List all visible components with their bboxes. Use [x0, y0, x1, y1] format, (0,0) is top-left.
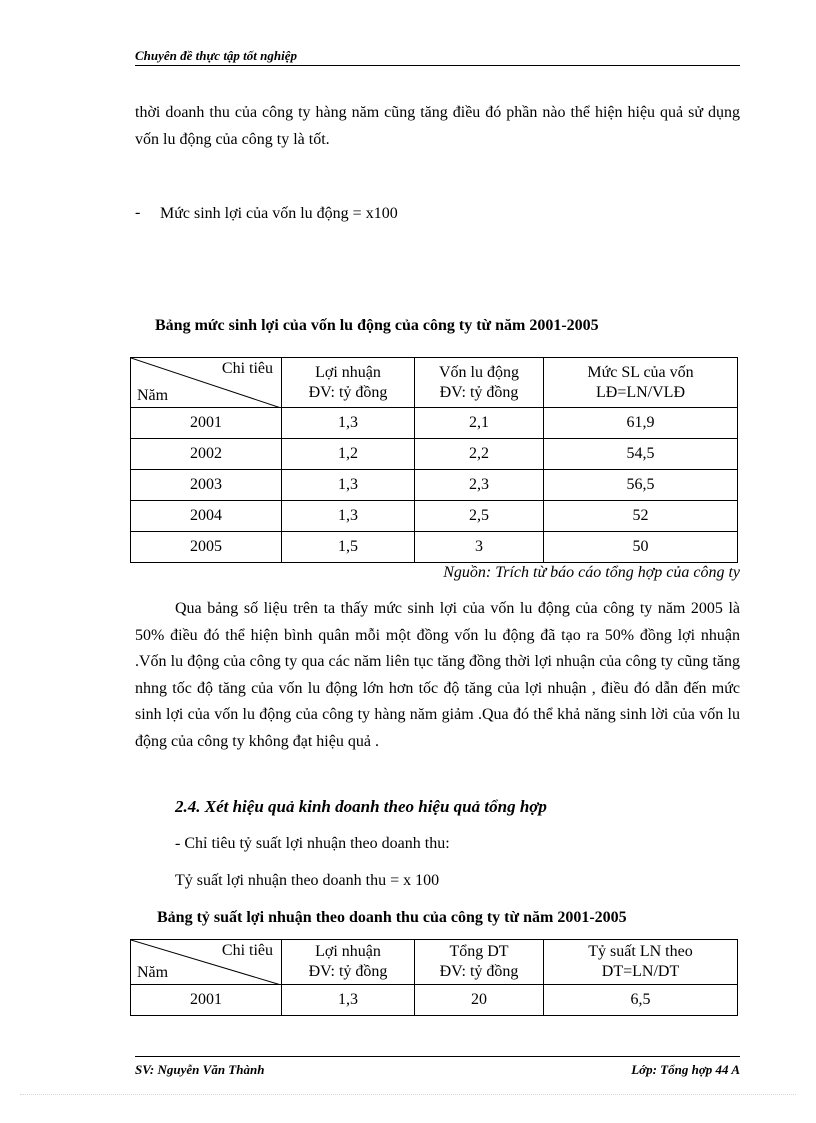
table-ty-suat-loi-nhuan [130, 939, 738, 1016]
cell-year: 2003 [131, 470, 282, 501]
table1-corner-cell [131, 358, 282, 408]
cell-von: 2,1 [415, 408, 544, 439]
cell-von: 2,5 [415, 501, 544, 532]
table1-header-loi-nhuan [282, 358, 415, 408]
table2-corner-cell [131, 940, 282, 985]
table1-header-row [131, 358, 738, 408]
header-line: Tỷ suất LN theo [588, 943, 693, 960]
table2-header-ty-suat [544, 940, 738, 985]
cell-loi-nhuan: 1,5 [282, 532, 415, 563]
footer-student-name: SV: Nguyễn Văn Thành [135, 1062, 265, 1077]
header-line: Mức SL của vốn [587, 363, 694, 381]
corner-label-chi-tieu: Chi tiêu [221, 942, 273, 959]
footer-divider [135, 1056, 740, 1057]
cell-year: 2001 [131, 985, 282, 1016]
header-line: ĐV: tỷ đồng [308, 383, 388, 401]
formula-bullet: - [135, 204, 141, 221]
table-row [131, 532, 738, 563]
table2-header-tong-dt [415, 940, 544, 985]
cell-tong-dt: 20 [415, 985, 544, 1016]
formula-ty-suat: Tỷ suất lợi nhuận theo doanh thu = x 100 [175, 872, 440, 889]
cell-year: 2005 [131, 532, 282, 563]
table-muc-sinh-loi [130, 357, 738, 563]
table-row [131, 439, 738, 470]
cell-muc-sl: 52 [544, 501, 738, 532]
table1-header-von-lu-dong [415, 358, 544, 408]
cell-year: 2001 [131, 408, 282, 439]
table1-source-note: Nguồn: Trích từ báo cáo tổng hợp của công ty [443, 564, 740, 581]
header-line: Lợi nhuận [315, 943, 381, 960]
table-row [131, 985, 738, 1016]
cell-muc-sl: 54,5 [544, 439, 738, 470]
table2-header-row [131, 940, 738, 985]
corner-label-nam: Năm [137, 387, 169, 404]
cell-von: 3 [415, 532, 544, 563]
corner-label-nam: Năm [137, 964, 169, 981]
header-line: ĐV: tỷ đồng [308, 963, 388, 980]
cell-ty-suat: 6,5 [544, 985, 738, 1016]
chi-tieu-line: - Chỉ tiêu tỷ suất lợi nhuận theo doanh thu: [175, 835, 450, 852]
table-row [131, 408, 738, 439]
header-line: LĐ=LN/VLĐ [595, 383, 685, 401]
cell-loi-nhuan: 1,3 [282, 985, 415, 1016]
page-bottom-border [20, 1094, 796, 1095]
header-line: Vốn lu động [439, 363, 519, 381]
page-header: Chuyên đề thực tập tốt nghiệp [135, 48, 740, 66]
cell-loi-nhuan: 1,2 [282, 439, 415, 470]
table-row [131, 501, 738, 532]
cell-muc-sl: 61,9 [544, 408, 738, 439]
cell-loi-nhuan: 1,3 [282, 408, 415, 439]
cell-year: 2004 [131, 501, 282, 532]
table-row [131, 470, 738, 501]
formula-sinh-loi: Mức sinh lợi của vốn lu động = x100 [160, 205, 398, 222]
header-line: ĐV: tỷ đồng [439, 383, 519, 401]
table2-caption: Bảng tỷ suất lợi nhuận theo doanh thu của công ty từ năm 2001-2005 [157, 909, 627, 926]
cell-loi-nhuan: 1,3 [282, 501, 415, 532]
table1-header-muc-sl [544, 358, 738, 408]
header-line: DT=LN/DT [601, 963, 680, 980]
table1-caption: Bảng mức sinh lợi của vốn lu động của công ty từ năm 2001-2005 [155, 317, 599, 334]
cell-von: 2,3 [415, 470, 544, 501]
header-line: Lợi nhuận [315, 363, 381, 381]
intro-paragraph: thời doanh thu của công ty hàng năm cũng tăng điều đó phần nào thể hiện hiệu quả sử dụng vốn lu động của công ty là tốt. [135, 104, 740, 148]
table2-header-loi-nhuan [282, 940, 415, 985]
cell-von: 2,2 [415, 439, 544, 470]
header-line: Tổng DT [449, 943, 509, 960]
footer-class-name: Lớp: Tổng hợp 44 A [631, 1062, 740, 1077]
corner-label-chi-tieu: Chi tiêu [221, 360, 273, 377]
cell-year: 2002 [131, 439, 282, 470]
page-footer [135, 1062, 740, 1078]
section-heading: 2.4. Xét hiệu quả kinh doanh theo hiệu quả tổng hợp [175, 797, 547, 816]
header-line: ĐV: tỷ đồng [439, 963, 519, 980]
cell-muc-sl: 56,5 [544, 470, 738, 501]
cell-loi-nhuan: 1,3 [282, 470, 415, 501]
analysis-paragraph: Qua bảng số liệu trên ta thấy mức sinh lợi của vốn lu động của công ty năm 2005 là 50% điều đó thể hiện bình quân mỗi một đồng vốn lu động đã tạo ra 50% đồng lợi nhuận .Vốn lu động của công ty qua các năm liên tục tăng đồng thời lợi nhuận của công ty cũng tăng nhng tốc độ tăng của vốn lu động lớn hơn tốc độ tăng của lợi nhuận , điều đó dẫn đến mức sinh lợi của vốn lu động của công ty hàng năm giảm .Qua đó thể khả năng sinh lời của vốn lu động của công ty không đạt hiệu quả . [135, 600, 740, 750]
cell-muc-sl: 50 [544, 532, 738, 563]
